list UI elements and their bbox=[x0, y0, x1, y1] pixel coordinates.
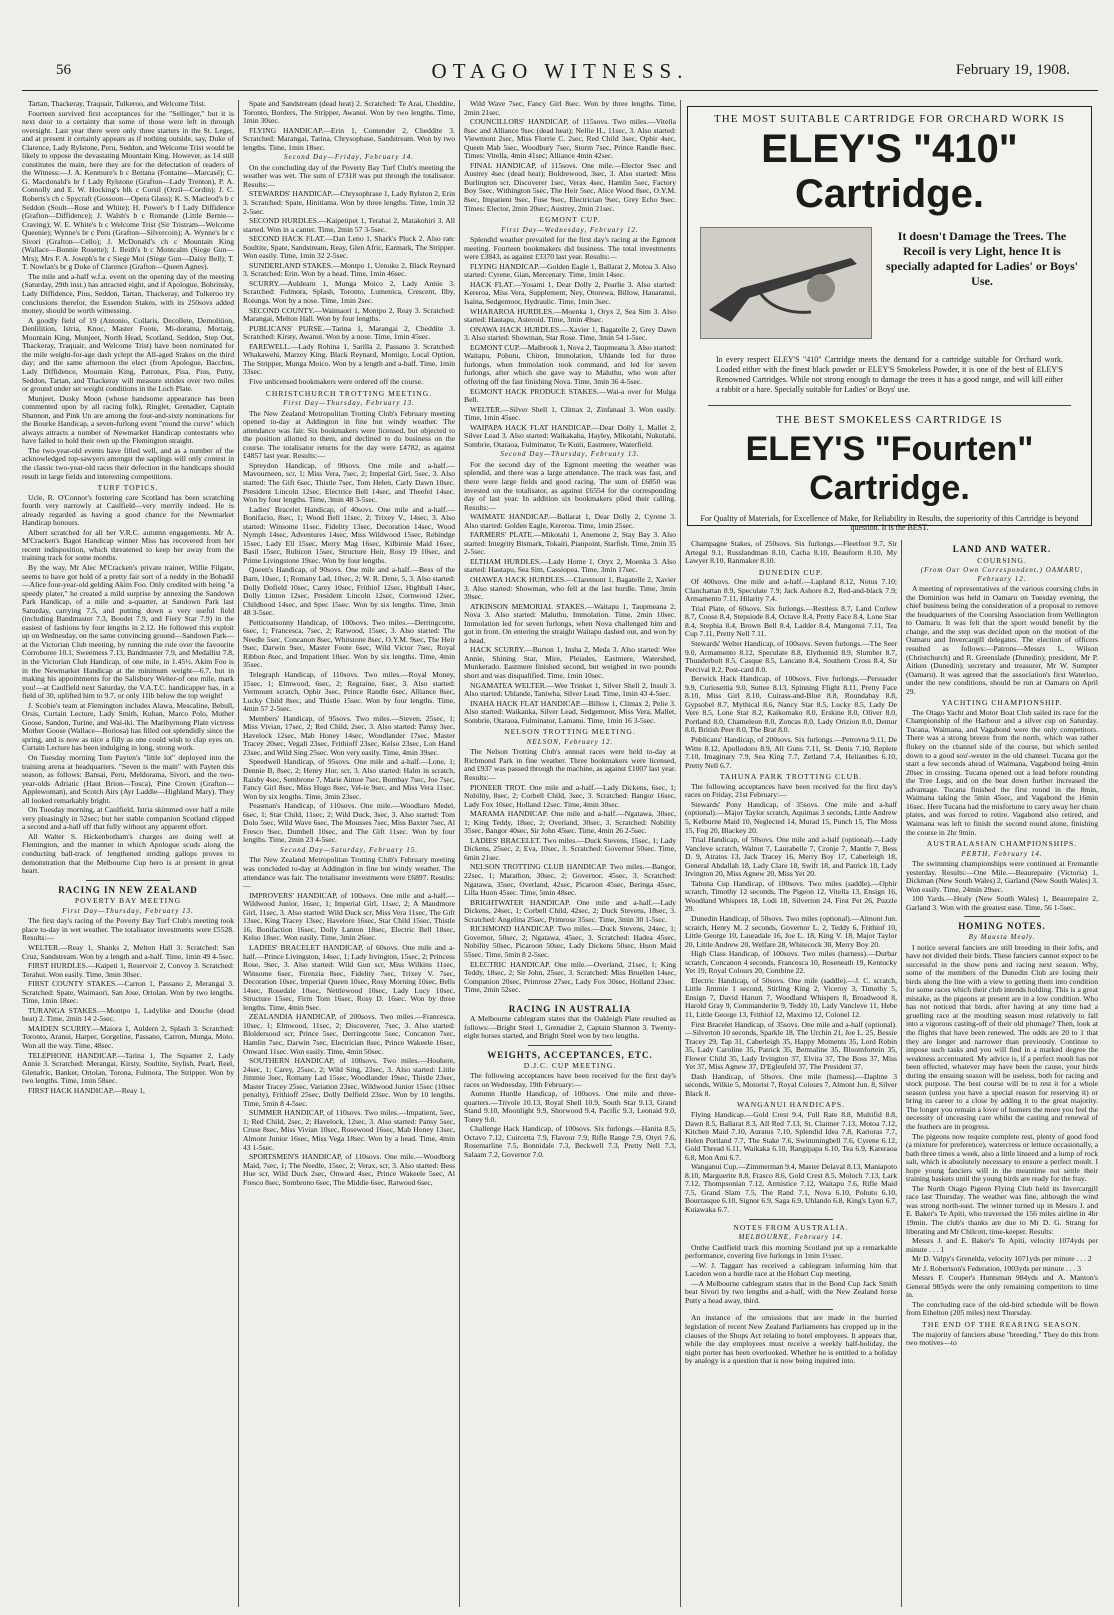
dateline: (From Our Own Correspondent.) OAMARU, February 12. bbox=[920, 566, 1084, 583]
divider bbox=[749, 1309, 834, 1310]
paragraph: Petticoatsonny Handicap, of 100sovs. Two miles.—Derringcotte, 6sec, 1; Francesca, 7sec, 2; Ratwood, 15sec, 3. Also started: The Needle 5sec, Concanon 8sec, Whitstone 8sec, O.Y.M. 9sec, The Heir 9sec, Darwin 9sec, Master Foote 6sec, Wild Victor 7sec, Royal Ribbon 8sec, and Impatient 10sec. Won by six lengths. Time, 4min 35sec. bbox=[243, 617, 455, 670]
paragraph: The Otago Yacht and Motor Boat Club sailed its race for the Championship of the Harbour and a silver cup on Saturday. Tucana, Waimana, and Vagabond were the only competitors. There was a strong breeze from the north, which was rather flukey on the channel side of the course, but which settled down to a good sou'-wester in the old channel. Tucana got the start a few seconds ahead of Waimana, Vagabond being 4min 20sec in crossing. Tucana opened out a lead before rounding the Tree Legs, and on the beat down further increased the advantage. Tucana finished the first round in the 8min, Waimana taking the 5min 45sec, and Vagabond the 16min 16sec. Here Tucana had the misfortune to carry away her chain plates, and was forced to retire. Vagabond also retired, and Waimana was left to finish the second round alone, finishing the course in 2hr 9min. bbox=[906, 707, 1098, 837]
section-heading: D.J.C. CUP MEETING. bbox=[523, 1061, 617, 1071]
paragraph: A meeting of representatives of the various coursing clubs in the Dominion was held in Oamaru on Tuesday evening, the chief business being the consideration of a proposal to remove the headquarters of the Coursing Association from Wellington to Oamaru. It was felt that the sport would benefit by the change, and the step was decided upon on the motion of the Oamaru and Invercargill delegates. The election of officers resulted as follows:—Patrons—Messrs L. Wilson (Christchurch) and R. Greenslade (Dunedin); president, Mr P. Aitken (Dunedin); secretary and treasurer, Mr W. Sumpter (Oamaru). It was agreed that the association's first Waterloo, under the new conditions, should be run at Oamaru on April 29. bbox=[906, 584, 1098, 696]
paragraph: PIONEER TROT. One mile and a-half.—Lady Dickens, 6sec, 1; Nobility, 8sec, 2; Corbell Child, 3sec, 3. Scratched: Bangor 16sec, Lady Fox 10sec, Holland 12sec. Time, 4min 30sec. bbox=[464, 782, 676, 809]
paragraph: Ucle, R. O'Connor's fostering care Scotland has been scratching fourth very narrowly at Caulfield—very merrily indeed. He is already regarded as having a good chance for the Newmarket Handicap honours. bbox=[22, 492, 234, 528]
issue-date: February 19, 1908. bbox=[955, 62, 1070, 78]
paragraph: For the second day of the Egmont meeting the weather was splendid, and there was a large attendance. The track was fast, and there were large fields and good racing. The sum of £6850 was invested on the totalisator, as against £6554 for the corresponding day of last year. In addition six bookmakers plied their calling. Results:— bbox=[464, 459, 676, 512]
paragraph: WAIPAPA HACK FLAT HANDICAP.—Dear Dolly 1, Mallet 2, Silver Lead 3. Also started: Waikakaha, Hayley, Mikotahi, Nukutahi, Sombrie, Otaraoa, Fulminator, Te Kuiti, Eastmere, Waterfield. bbox=[464, 422, 676, 449]
paragraph: First Bracelet Handicap, of 35sovs. One mile and a-half (optional).—Silverton 10 seconds, Sparkle 18, The Urchin 21, Joe L. 25, Bessie Tracey 29, Tap 31, Caberleigh 35, Happy Moments 35, Lord Robin 35, Lady Caroline 35, Patrick 35, Bermaline 35, Bloomfortein 35, Flower Child 35, Lady Irvington 37, Elvira 37, The Boss 37, Miss Yet 37, Miss Agnew 37, D'Egleufeld 37, The President 37. bbox=[685, 1019, 897, 1072]
paragraph: By the way, Mr Alec M'Cracken's private trainer, Willie Filgate, seems to have got hold of a pretty fair sort of a neddy in the Bobadil—Alice four-year-old gelding Akim Foo. Only credited with being "a speedy plater," he created a mild surprise by annexing the Sandown Park Handicap, of a mile and a-quarter, at Sandown Park last Saturday, carrying 7.5, and putting down a very useful field (including Bandmaster 7.3, Boodet 7.9, and Fiery Star 7.9) in the easiest of fashions by four lengths in 2.12. He followed this exploit up on Wednesday, on the same convincing ground—Sandown Park—at the Victorian Club meeting, by running the rule over the favourite Corroboree 10.1, Sweetness 7.13, Bandmaster 7.9, and Medallist 7.8, in the Victorian Club Handicap, of one mile, in 1.45½. Akim Foo is in the Newmarket Handicap at the minimum weight—6.7, but in making his appointments for the Salisbury Welter-of one mile, mark you!—at Caulfield next Saturday, the V.A.T.C. handicapper has, in a field of 30, uplifted him to 9.7, or only 11lb below the top weight! bbox=[22, 562, 234, 701]
paragraph: INAHA HACK FLAT HANDICAP.—Billow 1, Climax 2, Pelie 3. Also started: Waikanka, Silver Lead, Sedgemoor, Miss Vera, Mallet, Sombrie, Otaraoa, Fulminator, Lamanu. Time, 1min 16 3-5sec. bbox=[464, 698, 676, 725]
section-heading: POVERTY BAY MEETING bbox=[74, 896, 182, 906]
paragraph: —W. J. Taggart has received a cablegram informing him that Lacedon won a hurdle race at the Hobart Cup meeting. bbox=[685, 1260, 897, 1279]
paragraph: SUNDERLAND STAKES.—Montpo 1, Uenuku 2, Black Reynard 3. Scratched: Erin. Won by a head. Time, 1min 46sec. bbox=[243, 260, 455, 279]
paragraph: OHAWEA HACK HURDLES.—Claremont 1, Bagatelle 2, Xavier 3. Also started: Showman, who fell at the last hurdle. Time, 3min 39sec. bbox=[464, 574, 676, 602]
paragraph: Speedwell Handicap, of 95sovs. One mile and a-half.—Lone, 1; Dennie B, 8sec, 2; Henry Hur, scr, 3. Also started: Halm in scratch, Raisby 4sec, Sembrone 7, Marie Aimee 7sec, Bombay 7sec, Joe 7sec, Fancy Girl 8sec, Miss Hugo 8sec, Vel-ie 9sec, and Miss Vera 11sec. Won by six lengths. Time, 3min 23sec. bbox=[243, 757, 455, 801]
paragraph: NGAMATEA WELTER.—Wee Trinket 1, Silver Shell 2, Insult 3. Also started: Uhlande, Taniwha, Silver Lead. Time, 1min 43 4-5sec. bbox=[464, 680, 676, 699]
paragraph: Ladies' Bracelet Handicap, of 40sovs. One mile and a-half.—Bonifacio, 8sec, 1; Wood Bell 11sec, 2; Trixey V., 14sec, 3. Also started: Winsome 11sec, Fidelity 13sec, Decoration 14sec, Wood Nymph 14sec, Adventures 14sec, Miss Wildwood 15sec, Rebindge 15sec, Lady Ell 15sec, Merry Mag 16sec, Kilbirnie Maid 16sec, Basil 15sec, Rubicon 15sec, Structure Heir, Rosy 19 10sec, and Prime Livingstone 19sec. Won by four lengths. bbox=[243, 504, 455, 565]
section-heading: NOTES FROM AUSTRALIA. bbox=[733, 1222, 849, 1232]
paragraph: Fourteen survived first acceptances for the "Sellinger," but it is next door to a certainty that some of those were left in through oversight. Last year there were only three starters in the St. Leger, and at present it certainly appears as if nothing outside, say, Duke of Clarence, Lady Rylstone, Peru, Seddon, and Welcome Trist would be likely to oppose the devastating Mountain King. However, as 14 still constitutes the main, here they are for the delectation of readers of the Witness:—J. A. Kenmure's b c Bettana (Fontaine—Marcasé); C. G. Macdonald's br f Lady Rylstone (Grafton—Lady Trenton), P. A. Connolly and E. W. Hocking's blk c Corsil (Orzil—Cordin); J. C. Roberts's ch c Spycraft (Gossoon—Opera Glass); K. S. Macleod's b c Seddon (Soult—Rose and White); H. Power's b f Lady Diffidence (Grafton—Diffidence); J. Walsh's b c Romande (Little Bernie—Craving); W. E. White's b c Welcome Trist (Sir Tristram—Welcome Queenie); Wynne's br c Peru (Grafton—Silvercoin); A. Wynne's br c Sivori (Grafton—Cello); J. McDonald's ch c Mountain King (Wallace—Bonnie Rosette); J. Beith's b c Montcalm (Siege Gun—Mrs); Mrs F. A. Joseph's br c Siege Moi (Siege Gun—Daisy Bell); T. T. Nowlan's br g Duke of Clarence (Grafton—Queen Agnes). bbox=[22, 108, 234, 272]
paragraph: Mr D. Valpy's Grenelda, velocity 1071yds per minute . . . 2 bbox=[912, 1254, 1092, 1264]
paragraph: WELTER.—Reay 1, Shanks 2, Melton Hall 3. Scratched: San Cruz, Sandstream. Won by a length and a-half. Time, 1min 49 4-5sec. bbox=[22, 942, 234, 961]
column-1 bbox=[22, 100, 234, 1607]
paragraph: SPORTSMEN'S HANDICAP, of 110sovs. One mile.—Woodborg Maid, 7sec, 1; The Needle, 15sec, 2; Verax, scr, 3. Also started: Bess Hue scr, Wild Duck 2sec, Onward 4sec, Prince Wakeele 5sec, Al Fresco 8sec, Sombrono 6sec, The Middie 6sec, Ratwood 6sec, bbox=[243, 1152, 455, 1187]
paragraph: Wild Wave 7sec, Fancy Girl 8sec. Won by three lengths. Time, 2min 21sec. bbox=[464, 100, 676, 117]
paragraph: Albert scratched for all her V.R.C. autumn engagements. Mr A. M'Cracken's Bagot Handicap winner Miss has recovered from her recent indisposition, which threatened to keep her away from the training track for some months. bbox=[22, 527, 234, 563]
paragraph: The Nelson Trotting Club's annual races were held to-day at Richmond Park in fine weather. Three bookmakers were licensed, and £937 was passed through the machine, as against £1007 last year. Results:— bbox=[464, 747, 676, 783]
paragraph: An instance of the omissions that are made in the hurried legislation of recent New Zealand Parliaments has cropped up in the clauses of the Shops Act relating to hotel employees. It appears that, while the day employees must receive a weekly half-holiday, the night porter has been overlooked. Whether he is entitled to a holiday by analogy is a question that is now being inquired into. bbox=[685, 1313, 897, 1366]
paragraph: Splendid weather prevailed for the first day's racing at the Egmont meeting. Fourteen bookmakers did business. The total investments were £3843, as against £3370 last year. Results:— bbox=[464, 235, 676, 262]
shotgun-illustration bbox=[700, 227, 872, 339]
paragraph: SUMMER HANDICAP, of 110sovs. Two miles.—Impatient, 5sec, 1; Red Child, 2sec, 2; Havelock, 12sec, 3. Also started: Pansy 5sec, Cruse 8sec, Miss Vivian 10sec, Rosewood 16sec, Mab Honey 13sec, Almont Junior 16sec, Miss Vega 18sec. Won by a head. Time, 4min 43 1-5sec. bbox=[243, 1108, 455, 1152]
divider bbox=[749, 1219, 834, 1220]
paragraph: ELECTRIC HANDICAP. One mile.—Overland, 21sec, 1; King Teddy, 18sec, 2; Sir John, 25sec, 3. Scratched: Miss Bruellen 14sec, Companion 20sec, Primrose 27sec, Lady Fox 30sec, Holland 23sec. Time, 2min 52sec. bbox=[464, 959, 676, 995]
paragraph: Dunedin Handicap, of 50sovs. Two miles (optional).—Almont Jun. scratch, Henry M. 2 seconds, Governor L. 2, Teddy 6, Frithiof 10, Little George 10, Lauradale 16, Joe L. 18, King V. 18, Major Taylor 20, Little Andrew 20, Welfare 28, Whitecock 30, Merry Boy 20. bbox=[685, 913, 897, 949]
paragraph: The New Zealand Metropolitan Trotting Club's February meeting opened to-day at Addington in fine but windy weather. The attendance was fair. Six bookmakers were licensed, but objected to the position allotted to them, and declined to do business on the course. The totalisator returns for the day were £4782, as against £4857 last year. Results:— bbox=[243, 408, 455, 461]
ad-headline: THE MOST SUITABLE CARTRIDGE FOR ORCHARD WORK IS bbox=[714, 113, 1065, 125]
paragraph: Peasman's Handicap, of 110sovs. One mile.—Woodlaro Medel, 6sec, 1; Star Child, 11sec, 2; Wild Duck, 3sec, 3. Also started: Tom Dolo 5sec, Wild Wave 6sec, The Mousses 7sec, Miss Baxter 7sec, Al Fresco 9sec, Dumbell 10sec, and The Gift 11sec. Won by four lengths. Time, 2min 23 4-5sec. bbox=[243, 801, 455, 845]
paragraph: SECOND HURDLES.—Kaipetipet 1, Terahai 2, Matakohiri 3. All started. Won in a canter. Time, 2min 57 3-5sec. bbox=[243, 216, 455, 234]
dateline: Second Day—Thursday, February 13. bbox=[500, 450, 640, 459]
section-heading: WANGANUI HANDICAPS. bbox=[736, 1100, 845, 1110]
section-heading: RACING IN AUSTRALIA bbox=[508, 1003, 632, 1014]
paragraph: BRIGHTWATER HANDICAP. One mile and a-half.—Lady Dickens, 24sec, 1; Corbell Child, 42sec, 2; Duck Stevens, 18sec, 3. Scratched: Angelina 25sec, Primrose 35sec. Time, 3min 30 1-5sec. bbox=[464, 897, 676, 924]
paragraph: LADIES' BRACELET. Two miles.—Duck Stevens, 15sec, 1; Lady Dickens, 25sec, 2; Eva, 10sec, 3. Scratched: Governor 50sec. Time, 6min 21sec. bbox=[464, 835, 676, 862]
section-heading: RACING IN NEW ZEALAND bbox=[58, 884, 198, 895]
paragraph: Messrs J. and E. Baker's Te Apiti, velocity 1074yds per minute . . . 1 bbox=[906, 1236, 1098, 1254]
paragraph: Electric Handicap, of 50sovs. One mile (saddle).—J. C. scratch, Little Jimmie 1 second, Stirling King 2, Viceroy 3, Timothy 5, Ensign 7, David Harum 7, Woodland Whispers 8, Broadwood 8, Harold Gray 9, Commanderite 9, Teddy 10, Lady Vancleve 11, Hebe 11, Little George 13, Frithiof 12, Maximo 12, Colonel 12. bbox=[685, 975, 897, 1019]
paragraph: MAIDEN SCURRY.—Maiora 1, Auldern 2, Splash 3. Scratched: Toronto, Aranui, Harper, Gorgeline, Passano, Carron, Munga, Moto. Won all the way. Time, 48sec. bbox=[22, 1023, 234, 1050]
paragraph: TURANGA STAKES.—Montpo 1, Ladylike and Douche (dead heat) 2. Time, 2min 14 2-5sec. bbox=[22, 1005, 234, 1024]
section-heading: TURF TOPICS. bbox=[97, 483, 159, 493]
ad-tagline: It doesn't Damage the Trees. The Recoil is very Light, hence It is specially adapted for Ladies' or Boys' Use. bbox=[886, 229, 1078, 288]
dateline: First Day—Thursday, February 13. bbox=[283, 399, 415, 408]
paragraph: Challenge Hack Handicap, of 100sovs. Six furlongs.—Hanita 8.5, Octavo 7.12, Cuircetta 7.9, Flavour 7.9, Rifle Range 7.9, Otyri 7.6, Rosemarline 7.5, Bonnidale 7.3, Beckwell 7.3, Pretty Nell 7.3, Salaam 7.2, Governor 7.0. bbox=[464, 1124, 676, 1159]
masthead bbox=[22, 60, 1098, 91]
paragraph: The North Otago Pigeon Flying Club held its Invercargill race last Thursday. The weather was fine, although the wind was strong north-east. The winner turned up in Messrs J. and E. Baker's Te Apiti, who traversed the 156 miles airline in 4hr 19min. The club's thanks are due to Mr D. G. Strang for liberating and Mr Chilcott, time-keeper. Results: bbox=[906, 1183, 1098, 1236]
section-heading: EGMONT CUP. bbox=[539, 215, 601, 225]
divider bbox=[86, 880, 171, 881]
ad-brand-410: ELEY'S "410" Cartridge. bbox=[761, 127, 1018, 216]
divider bbox=[528, 1045, 613, 1046]
paragraph: On Tuesday morning Tom Payten's "little lot" deployed into the training arena at headquarters. "Seven is the main" with Payten this season, as follows: Bansai, Peru, Meldorama, Sivori, and the two-year-olds Adriatic (Haut Brion—Tosca), Pine Crown (Grafton—Applewoman), and Scotch Airs (Ayr Laddie—Highland Mary). They all looked remarkably bright. bbox=[22, 753, 234, 805]
paragraph: Spate and Sandstream (dead heat) 2. Scratched: Te Arai, Cheddite, Toronto, Borders, The Stripper, Awanui. Won by two lengths. Time, 1min 30sec. bbox=[243, 100, 455, 126]
paragraph: Publicans' Handicap, of 200sovs. Six furlongs.—Petrovna 9.11, De Witte 8.12, Apollodoro 8.9, All Guns 7.11, St. Denis 7.10, Replete 7.10, Imaginary 7.9, Sea King 7.7, Zetland 7.4, Heliantbes 6.10, Pretty Nell 6.7. bbox=[685, 735, 897, 770]
paragraph: The following acceptances have been received for the first day's races on Wednesday, 19th February:— bbox=[464, 1070, 676, 1089]
column-rule bbox=[901, 540, 902, 1607]
ad-footer: For Quality of Materials, for Excellence of Make, for Reliability in Results, the superiority of this Cartridge is beyond question. It is the BEST. bbox=[700, 514, 1079, 532]
column-rule bbox=[459, 100, 460, 1607]
paragraph: Five unlicensed bookmakers were ordered off the course. bbox=[249, 376, 424, 386]
paragraph: WAIMATE HANDICAP.—Ballarat 1, Dear Dolly 2, Cyrene 3. Also started: Golden Eagle, Kereroa. Time, 1min 25sec. bbox=[464, 512, 676, 530]
paragraph: FLYING HANDICAP.—Erin 1, Contender 2, Cheddite 3. Scratched: Marangai, Tarina, Chrysophase, Sandstream. Won by two lengths. Time, 1min 18sec. bbox=[243, 125, 455, 152]
paragraph: —A Melbourne cablegram states that in the Bond Cup Jack Smith beat Sivori by two lengths and a-half, with the New Zealand horse Putty a head away, third. bbox=[685, 1278, 897, 1305]
paragraph: Flying Handicap.—Gold Crest 9.4, Full Rate 8.8, Multifid 8.8, Dawn 8.5, Ballarat 8.3, All Red 7.13, St. Claimer 7.13, Motoa 7.12, Kitchen Maid 7.10, Auratus 7.10, Splendid Idea 7.8, Karioras 7.7, Helen Portland 7.7, The Stake 7.6, Swimmingbell 7.6, Cyrene 6.12, Gold Thread 6.11, Waikaka 6.10, Rangipapa 6.10, Tea 6.9, Kareraoa 6.8, Mon Ami 6.7. bbox=[685, 1110, 897, 1162]
dateline: First Day—Wednesday, February 12. bbox=[501, 225, 639, 234]
paragraph: FINAL HANDICAP, of 115sovs. One mile.—Elector 9sec and Austrey 4sec (dead heat); Boldrewood, 3sec, 3. Also started: Miss Burlington scr, Discoverer 1sec, Verax 4sec, Hamlin 5sec, Factory Boy 5sec, Withington 5sec, The Heir 5sec, Alice Wood 8sec, O.Y.M. 8sec, Impatient 9sec, Fuse 9sec, Electrician 9sec, Grey Echo 9sec. Times: Elector, 2min 20sec; Austrey, 2min 21sec. bbox=[464, 160, 676, 213]
paragraph: SCURRY.—Auldearn 1, Munga Moico 2, Lady Annie 3. Scratched: Fulmora, Splash, Toronto, Lumenica, Crescent, Ilby, Roiunga. Won by a nose. Time, 1min 2sec. bbox=[243, 278, 455, 306]
paragraph: LADIES' BRACELET HANDICAP, of 60sovs. One mile and a-half.—Prince Livingston, 14sec, 1; Lady Irvington, 15sec, 2; Princess Rose, 9sec, 3. Also started: Wild Gun scr, Miss Wilkins 11sec, Winsome 6sec, Firenzia 8sec, Fidelity 7sec, Trixey V. 7sec, Decoration 10sec, Imperial Queen 10sec, Rosy Morning 10sec, Bells 14sec, Rosedale 10sec, Nettlewood 10sec, Lady Lucy 10sec, Structure 15sec, Firm Tom 16sec, Rosy D. 16sec. Won by three lengths. Time, 4min 9sec. bbox=[243, 942, 455, 1012]
paragraph: 100 Yards.—Healy (New South Wales) 1, Beaurepaire 2, Garland 3. Won with the greatest ease. Time, 56 1-5sec. bbox=[906, 894, 1098, 912]
section-heading: CHRISTCHURCH TROTTING MEETING. bbox=[265, 388, 433, 398]
section-heading: COURSING. bbox=[977, 555, 1027, 565]
paragraph: FIRST HURDLES.—Kaipeti 1, Reservoir 2, Convoy 3. Scratched: Terahui. Won easily. Time, 3min 30sec. bbox=[22, 961, 234, 979]
paragraph: TELEPHONE HANDICAP.—Tarina 1, The Squatter 2, Lady Annie 3. Scratched: Merangai, Kirsty, Soultite, Stylish, Pearl, Reel, Glenafric, Banker, Ortolan, Torona, Fulmora, The Stripper. Won by two lengths. Time, 1min 58sec. bbox=[22, 1050, 234, 1086]
paragraph: Spreydon Handicap, of 90sovs. One mile and a-half.—Mavourneen, scr, 1; Miss Vera, 7sec, 2; Imperial Girl, 5sec, 3. Also started: The Gift 6sec, Thistle 7sec, Tom Helen, Carly Dawn 10sec. President Lincoln 12sec. Electrice Bell 14sec, and Theefel 14sec. Won by four lengths. Time, 3min 48 3-5sec. bbox=[243, 460, 455, 505]
paragraph: STEWARDS' HANDICAP.—Chrysophrase 1, Lady Rylston 2, Erin 3. Scratched: Spate, Hinitiama. Won by three lengths. Time, 1min 32 2-5sec. bbox=[243, 189, 455, 216]
page-number: 56 bbox=[56, 62, 71, 78]
paragraph: The New Zealand Metropolitan Trotting Club's February meeting was concluded to-day at Addington in fine but windy weather. The attendance was fair. The totalisator investments were £6897. Results:— bbox=[243, 855, 455, 891]
dateline: Second Day—Saturday, February 15. bbox=[280, 845, 418, 854]
paragraph: SECOND COUNTY.—Waimaori 1, Montpo 2, Reay 3. Scratched: Marangai, Melton Hall. Won by four lengths. bbox=[243, 305, 455, 324]
dateline: By Mausta Mealy. bbox=[968, 932, 1036, 941]
paragraph: Munjeet, Dusky Moon (whose handsome appearance has been commented upon by all racing folk), Ringlet, Grenadier, Captain Shannon, and Pink Un are among the four-and-sixty nominations for the Bourke Handicap, a seven-furlong event "round the curve" which always attracts a number of Newmarket Handicap contestants who have failed to hold their own up the Flemington straight. bbox=[22, 393, 234, 446]
column-4 bbox=[685, 540, 897, 1607]
paragraph: Berwick Hack Handicap, of 100sovs. Five furlongs.—Persuader 9.9, Curiosettia 9.0, Suttee 8.13, Spinning Flight 8.11, Pretty Face 8.10, Miss Girl 8.10, Cuirass-and-Blue 8.8, Roundabay 8.8, Gypsobel 8.7, Mythical 8.6, Nancy Star 8.5, Lucky 8.5, Lady De Vere 8.5, Lone Star 8.2, Kaikomako 8.0, Erskine 8.0, Oliver 8.0, Portland 8.0, Chameleon 8.0, Zoncas 8.0, Lady Orizion 8.0, Demur 8.0, British Peer 8.0, The Brat 8.0. bbox=[685, 674, 897, 735]
dateline: NELSON, February 12. bbox=[526, 737, 614, 746]
paragraph: Trial Handicap, of 50sovs. One mile and a-half (optional).—Lady Vancleve scratch, Walnut 7, Laurabelle 7, Cronje 7, Mantle 7, Bess D. 9, Atratos 13, Jack Tracey 16, Merry Boy 17, Caberleigh 18, General Abdallah 18, Lady Clare 18, Swift 18, and Patrick 18, Lady Irvington 20, Miss Agnew 20, Miss Yet 20. bbox=[685, 835, 897, 879]
section-heading: HOMING NOTES. bbox=[958, 921, 1046, 932]
columns bbox=[22, 100, 1098, 1607]
section-heading: DUNEDIN CUP. bbox=[758, 567, 824, 577]
paragraph: ELTHAM HURDLES.—Lady Home 1, Oryx 2, Moenka 3. Also started: Hautapu, Sea Sim, Cassiopea. Time, 3min 17sec. bbox=[464, 556, 676, 575]
paragraph: Onthe Caulfield track this morning Scotland put up a remarkable performance, covering five furlongs in 1min 1½sec. bbox=[685, 1242, 897, 1261]
paragraph: A Melbourne cablegram states that the Oakleigh Plate resulted as follows:—Bright Steel 1, Grenadier 2, Captain Shannon 3. Twenty-eight horses started, and Bright Steel won by two lengths. bbox=[464, 1014, 676, 1041]
paragraph: Stewards' Pony Handicap, of 35sovs. One mile and a-half (optional).—Major Taylor scratch, Aquimas 3 seconds, Little Andrew 5, Kelburne Maid 10, Neglected 14, Murad 15, Punch 15, The Moss 15, Fog 20, Blackey 20. bbox=[685, 799, 897, 835]
paragraph: The pigeons now require complete rest, plenty of good food (a mixture for preference), watercress or lettuce occasionally, a bath three times a week, also a little linseed and a lump of rock salt, which is absolutely necessary to ensure a perfect moult. I hope young fanciers will in the meantime not settle their training baskets until the young birds are ready for the fray. bbox=[906, 1131, 1098, 1184]
column-rule bbox=[238, 100, 239, 1607]
paragraph: Mr J. Robertson's Federation, 1003yds per minute . . . 3 bbox=[912, 1263, 1082, 1273]
section-heading: NELSON TROTTING MEETING. bbox=[504, 727, 636, 737]
paragraph: All Walter S. Hickenbotham's charges are doing well at Flemington, and the manner in which Apologue scuds along the conducting ball-track of lengthened striding gallops proves to demonstration that the Melbourne Cup hero is at present in great heart. bbox=[22, 831, 234, 876]
paragraph: FAREWELL.—Lady Rohina 1, Sarilla 2, Passano 3. Scratched: Whakawehi, Marzey King, Black Reynard, Montigo, Local Option, The Stripper, Munga Moico. Won by a length and a-half. Time, 1min 33sec. bbox=[243, 341, 455, 377]
paragraph: FLYING HANDICAP.—Golden Eagle 1, Ballarat 2, Motoa 3. Also started: Cyrene, Gian, Mercenary. Time, 1min 14sec. bbox=[464, 261, 676, 280]
column-rule bbox=[680, 100, 681, 1607]
paragraph: High Class Handicap, of 100sovs. Two miles (harness).—Durbar scratch, Concanon 4 seconds, Francesca 10, Roseneath 19, Kentucky Yet 19, Royal Colours 20, Combine 22. bbox=[685, 949, 897, 976]
eley-cartridge-advertisement bbox=[687, 106, 1092, 532]
section-heading: TAHUNA PARK TROTTING CLUB. bbox=[719, 772, 863, 782]
paragraph: Tahuna Cup Handicap, of 100sovs. Two miles (saddle).—Ophir scratch, Timothy 12 seconds, The Pigeon 12, Vitella 13, Ensign 16, Woodland Whispers 18, Lodi 18, Silverton 24, First Pet 26, Puzzle 29. bbox=[685, 878, 897, 914]
paragraph: Of 400sovs. One mile and a-half.—Lapland 8.12, Notus 7.10; Clanchattan 8.9, Speculate 7.9; Jack Ashore 8.2, Red-and-black 7.9; Armamento 7.11, Hilarity 7.4. bbox=[685, 577, 897, 604]
paragraph: EGMONT CUP.—Malbrook 1, Nova 2, Taupmeana 3. Also started: Waitapu, Pohutu, Chiron, Immolation, Uhlande led for three furlongs, when Immolation took command, and led for seven furlongs, after which she gave way to Maluthu, who won after offering off the fast finishing Nova. Time, 3min 36 4-5sec. bbox=[464, 342, 676, 386]
paragraph: Messrs F. Couper's Huntsman 984yds and A. Manton's General 985yds were the only remaining competitors to time in. bbox=[906, 1273, 1098, 1300]
paragraph: WELTER.—Silver Shell 1, Climax 2, Zinfanaal 3. Won easily. Time, 1min 45sec. bbox=[464, 404, 676, 423]
paragraph: The majority of fanciers abuse "breeding." They do this from two motives—to bbox=[906, 1329, 1098, 1348]
paragraph: WHARAROA HURDLES.—Moenka 1, Oryx 2, Sea Sim 3. Also started: Hautapu, Asteroid. Time, 3min 49sec. bbox=[464, 306, 676, 325]
ad-body: In every respect ELEY'S "410" Cartridge meets the demand for a cartridge suitable for Orchard work. Loaded either with the finest black powder or ELEY'S Smokeless Powder, it is one of the best of ELEY'S Renowned Cartridges. While not strong enough to damage the trees it has a good range, and will kill either a rabbit or a hare. Specially suitable for Ladies' or Boys' use. bbox=[716, 355, 1063, 394]
paragraph: PUBLICANS' PURSE.—Tarina 1, Marangai 2, Cheddite 3. Scratched: Kirsty, Awanui. Won by a nose. Time, 1min 45sec. bbox=[243, 323, 455, 342]
dateline: First Day—Thursday, February 13. bbox=[62, 906, 194, 915]
paragraph: SECOND HACK FLAT.—Dan Leno 1, Shark's Pluck 2. Also ran: Soultite, Spate, Sandstream, Reay, Glen Afric, Earmark, The Stripper. Won easily. Time, 1min 32 2-5sec. bbox=[243, 234, 455, 261]
dateline: Second Day—Friday, February 14. bbox=[284, 153, 414, 162]
paragraph: COUNCILLORS' HANDICAP, of 115sovs. Two miles.—Vitella 8sec and Alliance 9sec (dead heat); Nellie H., 11sec, 3. Also started: Viewmont 2sec, Miss Florrie C. 2sec, Red Child 3sec, Ophir 4sec, Queen Mab 5sec, Woodbury 7sec, Storm 7sec, Prince Randle 8sec. Times: Vitella, 4min 41sec; Alliance 4min 42sec. bbox=[464, 117, 676, 161]
paragraph: I notice several fanciers are still breeding in their lofts, and have not divided their birds. These fanciers cannot expect to be successful in the show pens and racing next season. Why, some of the members of the Dunedin Club are losing their birds along the line with a view to getting them into condition for some races which their club intends holding. This is a great mistake, as the pigeons at present are in a low condition. Who has not noticed that birds, after having at any time had a gruelling race at the moulting season must relatively to fall into a vigorous casting-off of their old plumage? Then, look at the flights that have been renewed. The odds are 20 to 1 that they are longer and narrower than previously. Continue to impose such tasks and you will find in a marked degree the weakness accentuated. My advice is, if a perfect moult has not been effected, whatever may have been the cause, your birds during the ensuing season will be useless, both for racing and stock purpose. The best course will be to rest it for a whole season (unless you have a special reason for reserving it) or bring its career to a close by adding it to the great majority. The longer you remain a lover of homers the more you feel the necessity of unceasing care whilst the casting and renewal of the feathers are in progress. bbox=[906, 942, 1098, 1131]
ad-brand-fourten: ELEY'S "Fourten" Cartridge. bbox=[745, 430, 1034, 507]
newspaper-title: OTAGO WITNESS. bbox=[431, 59, 689, 83]
paragraph: MARAMA HANDICAP. One mile and a-half.—Ngatawa, 30sec, 1; King Teddy, 18sec, 2; Overland, 30sec, 3. Scratched: Nobility 35sec, Bangor 40sec, Sir John 45sec. Time, 4min 26 2-5sec. bbox=[464, 809, 676, 836]
paragraph: Tartan, Thackeray, Traquair, Tulkeroo, and Welcome Trist. bbox=[28, 100, 206, 108]
paragraph: ZEALANDIA HANDICAP, of 200sovs. Two miles.—Francesca, 10sec, 1; Elmwood, 11sec, 2; Discoverer, 7sec, 3. Also started: Bloldersood scr, Prince 5sec, Derringcotte 5sec, Concanon 7sec, Hamlin 7sec, Darwin 7sec, Electrician 8sec, Prince Wakeele 16sec, Onward 11sec. Won easily. Time, 4min 50sec. bbox=[243, 1012, 455, 1056]
dateline: MELBOURNE, February 14. bbox=[738, 1233, 844, 1242]
paragraph: EGMONT HACK PRODUCE STAKES.—Wai-a over for Mulga Bell. bbox=[464, 386, 676, 405]
paragraph: The two-year-old events have filled well, and as a number of the acknowledged top-sawyers amongst the saplings will only contest in the classic two-year-old races their defection in the handicaps should result in large fields and interesting competitions. bbox=[22, 445, 234, 481]
dateline: PERTH, February 14. bbox=[961, 849, 1043, 858]
paragraph: ONAWA HACK HURDLES.—Xavier 1, Bagatelle 2, Grey Dawn 3. Also started: Showman, Star Rose. Time, 3min 54 1-5sec. bbox=[464, 324, 676, 343]
paragraph: FIRST HACK HANDICAP.—Reay 1, bbox=[28, 1085, 145, 1095]
paragraph: HACK SCURRY.—Burton 1, Insha 2, Meda 3. Also started: Wee Annie, Shining Star, Mire, Pleiades, Eastmere, Watershed, Munkerado. Eastmere finished second, but weighed in two pounds short and was disqualified. Time, 1min 10sec. bbox=[464, 645, 676, 680]
paragraph: NELSON TROTTING CLUB HANDICAP. Two miles.—Bangor, 22sec, 1; Marathon, 30sec, 2; Governor, 45sec, 3. Scratched: Ngatawa, 35sec, Overland, 42sec, Picaroon 45sec, Beringa 45sec, Lilla Huon 45sec. Time, 5min 48sec. bbox=[464, 862, 676, 898]
paragraph: Champagne Stakes, of 250sovs. Six furlongs.—Fleetfoot 9.7, Sir Artegal 9.1, Russlandman 8.10, Cacha 8.10, Beauform 8.10, My Lawyer 8.10, Ranmaker 8.10. bbox=[685, 540, 897, 566]
paragraph: Dash Handicap, of 50sovs. One mile (harness).—Daphne 3 seconds, Wilkie 5, Motorist 7, Royal Colours 7, Almont Jun. 8, Silver Black 8. bbox=[685, 1071, 897, 1098]
ad-subheadline: THE BEST SMOKELESS CARTRIDGE IS bbox=[708, 405, 1071, 426]
section-heading: YACHTING CHAMPIONSHIP. bbox=[941, 698, 1063, 708]
paragraph: The mile and a-half w.f.a. event on the opening day of the meeting (Saturday, 29th inst.) has attracted eight, and if Apologue, Bobrinsky, Lady Diffidence, Pius, Seddon, Tartan, Thackeray, and Tulkeroo try conclusions therefor, the Essendon Stakes, with its 250sovs added money, should be worth witnessing. bbox=[22, 271, 234, 316]
paragraph: Trial Plate, of 60sovs. Six furlongs.—Restless 8.7, Land Curlew 8.7, Coose 8.4, Stepsiode 8.4, Octave 8.4, Pretty Face 8.4, Lone Star 8.4, Stephia 8.4, Brown Bell 8.4, Ladder 8.4, Mangonui 7.11, Tea Cup 7.11, Pretty Nell 7.11. bbox=[685, 603, 897, 639]
paragraph: RICHMOND HANDICAP. Two miles.—Duck Stevens, 24sec, 1; Governor, 50sec, 2; Ngatawa, 45sec, 3. Scratched: Hadea 45sec, Nobility 50sec, Picaroon 50sec, Lady Dickens 50sec, Huon Maid 55sec. Time, 5min 8 2-5sec. bbox=[464, 924, 676, 959]
paragraph: Autumn Hurdle Handicap, of 100sovs. One mile and three-quarters.—Trivole 10.13, Royal Shell 10.9, South Star 9.13, Grand Stand 9.10, Moonlight 9.9, Shorwood 9.4, Pacific 9.3, Leonaid 9.0, Toney 9.0. bbox=[464, 1089, 676, 1124]
paragraph: FIRST COUNTY STAKES.—Carron 1, Passano 2, Merangai 3. Scratched: Spate, Waimaori, San Jose, Ortolan. Won by two lengths. Time, 1min 18sec. bbox=[22, 979, 234, 1006]
column-5 bbox=[906, 540, 1098, 1607]
paragraph: IMPROVERS' HANDICAP, of 100sovs. One mile and a-half.—Wildwood Junior, 16sec, 1; Imperial Girl, 11sec, 2; A Maudmore Girl, 11sec, 3. Also started: Wild Duck scr, Miss Vera 11sec, The Gift 13sec, King Tracey 13sec, Havelore 16sec, Star Child 15sec, Thistle 16, Bonifaction 16sec, Dolly Lanton 18sec, Electric Bell 18sec, Kelso 18sec. Won easily. Time, 3min 26sec. bbox=[243, 890, 455, 943]
section-heading: WEIGHTS, ACCEPTANCES, ETC. bbox=[487, 1049, 653, 1060]
paragraph: SOUTHERN HANDICAP, of 100sovs. Two miles.—Houhere, 24sec, 1; Carey, 25sec, 2; Wild Sing, 23sec, 3. Also started: Little Jimmie 3sec, Romany Lad 15sec, Woodlander 19sec, Thistle 23sec, Master Tracey 25sec, Variation 23sec, Wildwood Junior 15sec (10sec penalty), Frithioff 25sec, Dolly Delfield 23sec. Won by 10 lengths. Time, 5min 8 4-5sec. bbox=[243, 1056, 455, 1108]
paragraph: HACK FLAT.—Yosami 1, Dear Dolly 2, Pearlie 3. Also started: Kereroa, Miss Vera, Supplement, Ney, Otorewa, Billow, Hauaranui, Isaina, Sedgemoor, Hydraulic. Time, 1min 3sec. bbox=[464, 279, 676, 307]
paragraph: Queen's Handicap, of 90sovs. One mile and a-half.—Bess of the Barn, 10sec, 1; Romany Lad, 10sec, 2; W. R. Dene, 5, 3. Also started: Dolly Dofield 10sec, Carey 10sec, Frithiof 12sec, Highball 14sec, Dolly Linton 12sec, President Lincoln 12sec, Cornwood 12sec, Childhood 14sec, and Spec 15sec. Won by six lengths. Time, 3min 48 3-5sec. bbox=[243, 565, 455, 618]
paragraph: The swimming championships were continued at Fremantle yesterday. Results:—One Mile.—Beaurepaire (Victoria) 1, Dickman (New South Wales) 2, Garland (New South Wales) 3. Won easily. Time, 24min 29sec. bbox=[906, 859, 1098, 894]
paragraph: The following acceptances have been received for the first day's races on Friday, 21st February:— bbox=[685, 781, 897, 800]
paragraph: J. Scobie's team at Flemington includes Alawa, Mescaline, Bebull, Orsis, Curtain Lecture, Lady Smith, Kuban, Marco Polo, Mother Goose, Sandon, Turine, and Wai-iki. The Maribyrnong Plate victress Mother Goose (Wallace—Boriosa) has filled out splendidly since the spring, and is now as nice a filly as one could wish to clap eyes on. Curtain Lecture has been indulging in long, strong work. bbox=[22, 700, 234, 753]
section-heading: LAND AND WATER. bbox=[952, 544, 1052, 554]
divider bbox=[528, 999, 613, 1000]
paragraph: On Tuesday morning, at Caulfield, Istria skimmed over half a mile very pleasingly in 52sec; but her stable companion Scotland clipped a second and a-half off that fully without any apparent effort. bbox=[22, 805, 234, 832]
paragraph: FARMERS' PLATE.—Mikotahi 1, Anemone 2, Stay Bay 3. Also started: Integrity Bismark, Tokaiti, Pianpoint, Starfish. Time, 2min 35 2-5sec. bbox=[464, 530, 676, 557]
section-heading: THE END OF THE REARING SEASON. bbox=[922, 1320, 1082, 1330]
shotgun-icon bbox=[701, 228, 871, 338]
paragraph: Telegraph Handicap, of 110sovs. Two miles.—Royal Money, 15sec, 1; Elmwood, 6sec, 2; Regraine, 6sec, 3. Also started: Vermount scratch, Ophir 3sec, Prince Randle 6sec, Alliance 8sec, Lucky Child 8sec, and Thistle 15sec. Won by four lengths. Time, 4min 57 2-5sec. bbox=[243, 670, 455, 714]
paragraph: On the concluding day of the Poverty Bay Turf Club's meeting the weather was wet. The sum of £7318 was put through the totalisator. Results:— bbox=[243, 162, 455, 189]
section-heading: AUSTRALASIAN CHAMPIONSHIPS. bbox=[926, 839, 1078, 849]
paragraph: Members' Handicap, of 95sovs. Two miles.—Steven, 25sec, 1; Miss Vivian, 17sec, 2; Red Child, 2sec, 3. Also started: Pansy 3sec, Havelock 12sec, Mab Honey 14sec, Woodlander 17sec, Master Tracey 20sec, Vegali 23sec, Frithioff 23sec, Kelso 23sec, Lon Hand 23sec, and Wild Sing 25sec. Won very easily. Time, 4min 39sec. bbox=[243, 713, 455, 757]
divider bbox=[964, 916, 1041, 917]
column-3 bbox=[464, 100, 676, 1607]
paragraph: Wanganui Cup.—Zimmerman 9.4, Master Delaval 8.13, Maniapoto 8.10, Marguerite 8.8, Frasco 8.6, Gold Crest 8.5, Moloch 7.13, Lark 7.12, Thompsonian 7.12, Armistice 7.12, Waitapu 7.6, Rifle Maid 7.5, Grand Slam 7.5, The Rand 7.1, Nova 6.10, Pohutu 6.10, Bourrasque 6.10, Signor 6.9, Saga 6.9, Uhlando 6.8, King's Lynn 6.7, Kuiawaka 6.7. bbox=[685, 1162, 897, 1215]
ad-middle bbox=[688, 219, 1091, 349]
paragraph: The concluding race of the old-bird schedule will be flown from Ethelton (205 miles) next Thursday. bbox=[906, 1299, 1098, 1318]
paragraph: Stewards' Welter Handicap, of 100sovs. Seven furlongs.—The Seer 9.0, Armamento 8.12, Speculate 8.8, Elythemid 8.9, Slumber 8.7, Thunderbolt 8.5, Casque 8.5, Lancano 8.4, Southern Cross 8.4, Sir Percival 8.2, Post-card 8.0. bbox=[685, 639, 897, 674]
paragraph: A goodly field of 19 (Antonio, Collaris, Decollete, Demolition, Denlilition, Istria, Knoc, Master Foote, Mi-dorama, Mortaig, Mountain King, Munjeet, North Head, Scotland, Seddon, Step Out, Thackeray, Traquair, and Welcome Trist) have been nominated for the mile weight-for-age dash yclept the All-aged Stakes on the third day; and the same afternoon the elect (from Apologue, Bacchus, Lady Diffidence, Mountain King, Patronax, Pisa, Pius, Putty, Seddon, Tartan, and Thackeray will measure strides over two miles or ground under set weight conditions in the Loch Plate. bbox=[22, 315, 234, 394]
column-2 bbox=[243, 100, 455, 1607]
paragraph: ATKINSON MEMORIAL STAKES.—Waitapu 1, Taupmeana 2, Nova 3. Also started: Maluthu, Immolation. Time, 2min 10sec. Immolation led for seven furlongs, when Nova challenged him and got in front. On entering the straight Waitapu dashed out, and won by a head. bbox=[464, 601, 676, 645]
paragraph: The first day's racing of the Poverty Bay Turf Club's meeting took place to-day in wet weather. The totalisator investments were £5528. Results:— bbox=[22, 916, 234, 943]
